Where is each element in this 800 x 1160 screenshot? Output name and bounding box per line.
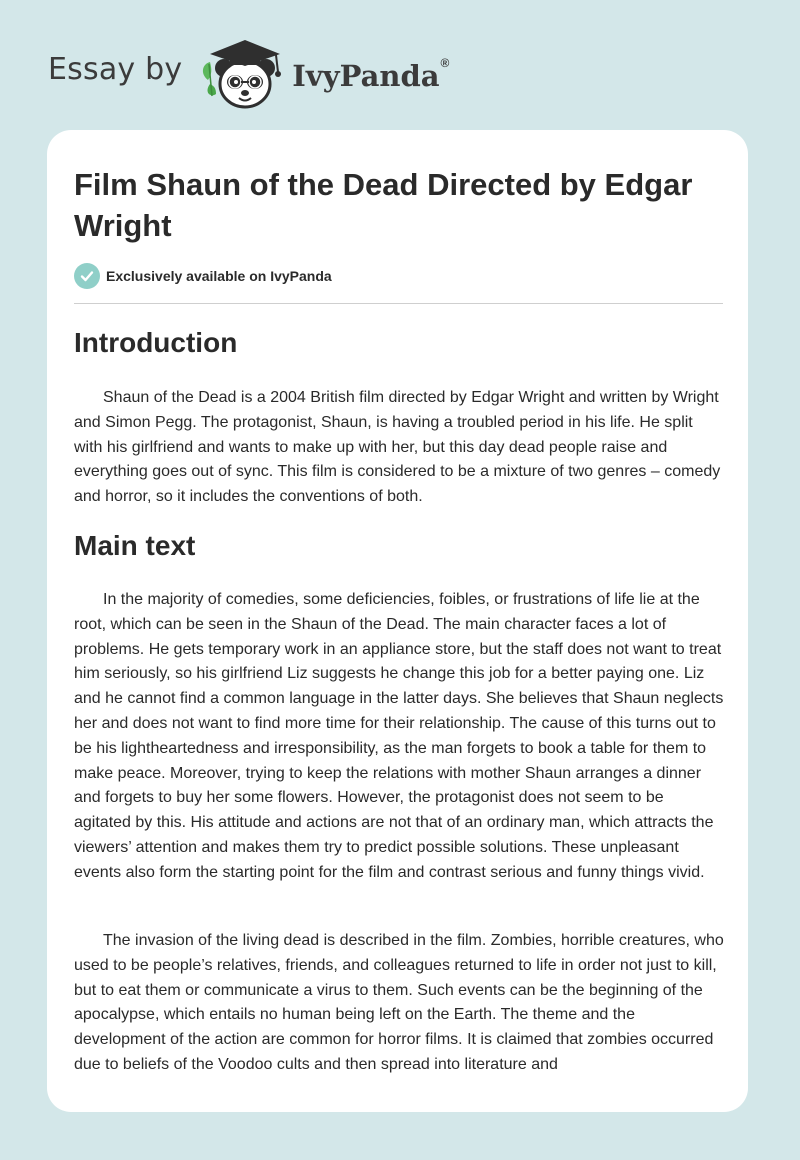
- brand-header: [48, 34, 449, 114]
- trademark-symbol: ®: [440, 55, 450, 70]
- exclusive-label: Exclusively available on IvyPanda: [106, 268, 332, 284]
- brand-name: IvyPanda®: [292, 55, 450, 93]
- paragraph-main-2: The invasion of the living dead is described in the film. Zombies, horrible creatures, who used to be people’s relatives, friends, and colleagues returned to life in order not just to kill, but to eat them or communicate a virus to them. Such events can be the beginning of the apocalypse, which entails no human being left on the Earth. The theme and the development of the action are common for horror films. It is claimed that zombies occurred due to beliefs of the Voodoo cults and then spread into literature and: [74, 932, 724, 1073]
- exclusive-badge: [74, 263, 332, 289]
- panda-graduate-icon: [198, 34, 290, 114]
- essay-card: [47, 130, 748, 1112]
- brand-prefix: Essay by: [48, 52, 183, 87]
- check-circle-icon: [74, 263, 100, 289]
- page-title: Film Shaun of the Dead Directed by Edgar Wright: [74, 167, 693, 243]
- section-heading-main-text: Main text: [74, 530, 196, 561]
- divider: [74, 303, 723, 304]
- paragraph-introduction: Shaun of the Dead is a 2004 British film directed by Edgar Wright and written by Wright and Simon Pegg. The protagonist, Shaun, is having a troubled period in his life. He split with his girlfriend and wants to make up with her, but this day dead people raise and everything goes out of sync. This film is considered to be a mixture of two genres – comedy and horror, so it includes the conventions of both.: [74, 389, 721, 506]
- paragraph-main-1: In the majority of comedies, some deficiencies, foibles, or frustrations of life lie at the root, which can be seen in the Shaun of the Dead. The main character faces a lot of problems. He gets temporary work in an appliance store, but the staff does not want to treat him seriously, so his girlfriend Liz suggests he change this job for a better paying one. Liz and he cannot find a common language in the latter days. She believes that Shaun neglects her and does not want to find more time for their relationship. The cause of this turns out to be his lightheartedness and irresponsibility, as the man forgets to book a table for them to make peace. Moreover, trying to keep the relations with mother Shaun arranges a dinner and forgets to buy her some flowers. However, the protagonist does not seem to be agitated by this. His attitude and actions are not that of an ordinary man, which attracts the viewers’ attention and makes them try to predict possible solutions. These unpleasant events also form the starting point for the film and contrast serious and funny things vivid.: [74, 591, 724, 881]
- section-heading-introduction: Introduction: [74, 327, 238, 358]
